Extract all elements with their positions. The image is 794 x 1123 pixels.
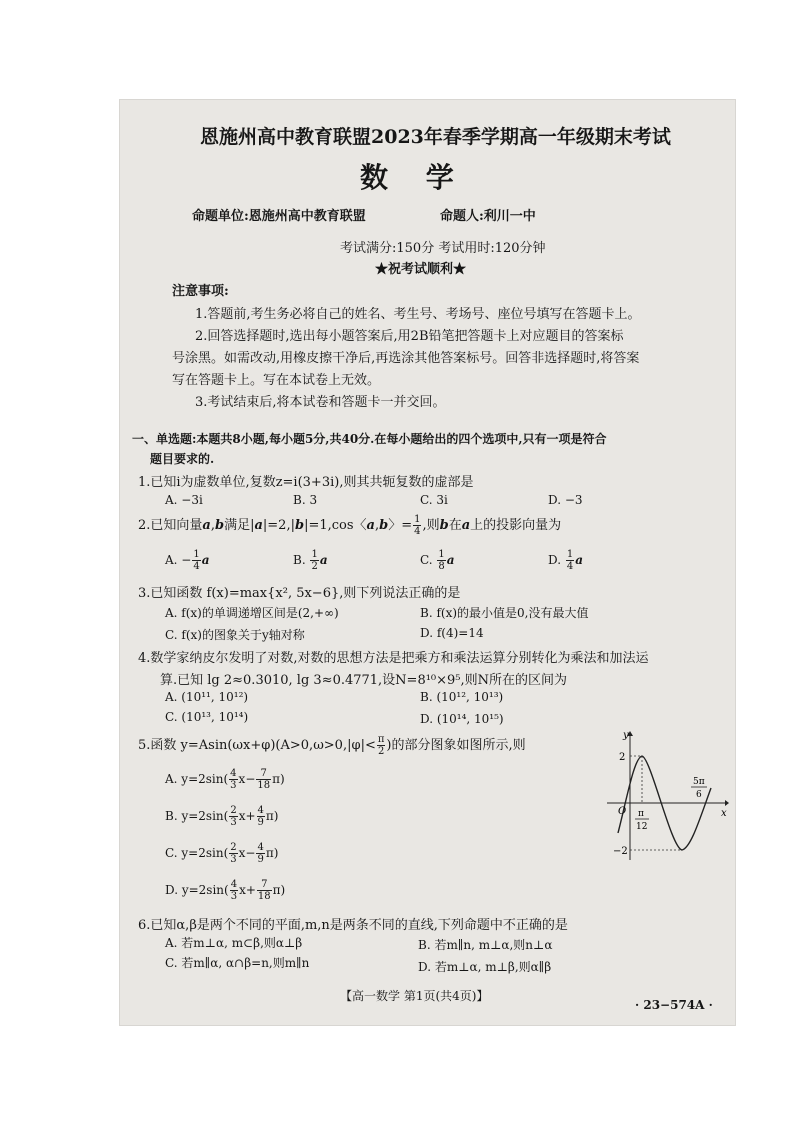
q5-option-a: A. y=2sin( $\frac{4}{3}$ x− $\frac{7}{18}$ π): [165, 768, 285, 791]
q3-option-d: D. f(4)=14: [420, 626, 484, 640]
q1-option-d: D. −3: [548, 493, 583, 507]
q2-option-d: D. $\frac{1}{4}$ a: [548, 549, 583, 572]
question-6-stem: 6.已知α,β是两个不同的平面,m,n是两条不同的直线,下列命题中不正确的是: [138, 918, 568, 933]
question-4-stem-cont: 算.已知 lg 2≈0.3010, lg 3≈0.4771,设N=8¹⁰×9⁵,则N所在的区间为: [160, 673, 568, 688]
subject-title: 数 学: [360, 161, 468, 194]
y-axis-label: y: [623, 730, 629, 741]
section-heading-cont: 题目要求的.: [150, 452, 215, 466]
tick2-num-label: 5π: [693, 777, 705, 787]
sine-graph-figure: [605, 728, 730, 863]
q2-option-a: A. − $\frac{1}{4}$ a: [165, 549, 210, 572]
q1-option-a: A. −3i: [165, 493, 203, 507]
exam-paper: [120, 100, 735, 1025]
q6-option-a: A. 若m⊥α, m⊂β,则α⊥β: [165, 936, 303, 950]
author-label: 命题人:利川一中: [440, 209, 536, 224]
tick1-den-label: 12: [636, 822, 648, 832]
q5-option-c: C. y=2sin( $\frac{2}{3}$ x− $\frac{4}{9}$ π): [165, 842, 279, 865]
q3-option-a: A. f(x)的单调递增区间是(2,+∞): [165, 606, 339, 620]
question-5-stem: 5.函数 y=Asin(ωx+φ)(A>0,ω>0,|φ|< $\frac{\pi}{2}$ )的部分图象如图所示,则: [138, 734, 526, 757]
q6-option-d: D. 若m⊥α, m⊥β,则α∥β: [418, 960, 552, 974]
q3-option-c: C. f(x)的图象关于y轴对称: [165, 628, 305, 642]
wish-text: ★祝考试顺利★: [375, 262, 467, 277]
exam-info: 考试满分:150分 考试用时:120分钟: [340, 241, 546, 256]
question-2-stem: 2.已知向量a,b满足|a|=2,|b|=1,cos〈a,b〉= $\frac{1}{4}$ ,则b在a上的投影向量为: [138, 514, 562, 537]
q4-option-b: B. (10¹², 10¹³): [420, 690, 504, 704]
page-footer: 【高一数学 第1页(共4页)】: [340, 989, 489, 1003]
q2-option-c: C. $\frac{1}{8}$ a: [420, 549, 455, 572]
note-item: 2.回答选择题时,选出每小题答案后,用2B铅笔把答题卡上对应题目的答案标: [195, 329, 624, 344]
note-item: 号涂黑。如需改动,用橡皮擦干净后,再选涂其他答案标号。回答非选择题时,将答案: [172, 351, 640, 366]
q4-option-c: C. (10¹³, 10¹⁴): [165, 710, 249, 724]
note-item: 写在答题卡上。写在本试卷上无效。: [172, 373, 381, 388]
q3-option-b: B. f(x)的最小值是0,没有最大值: [420, 606, 589, 620]
note-item: 1.答题前,考生务必将自己的姓名、考生号、考场号、座位号填写在答题卡上。: [195, 307, 641, 322]
question-4-stem: 4.数学家纳皮尔发明了对数,对数的思想方法是把乘方和乘法运算分别转化为乘法和加法运: [138, 651, 649, 666]
q2-option-b: B. $\frac{1}{2}$ a: [293, 549, 328, 572]
q6-option-b: B. 若m∥n, m⊥α,则n⊥α: [418, 938, 553, 952]
question-1-stem: 1.已知i为虚数单位,复数z=i(3+3i),则其共轭复数的虚部是: [138, 475, 474, 490]
tick1-num-label: π: [638, 809, 644, 819]
q4-option-a: A. (10¹¹, 10¹²): [165, 690, 249, 704]
q5-option-d: D. y=2sin( $\frac{4}{3}$ x+ $\frac{7}{18}$ π): [165, 879, 286, 902]
x-axis-arrow-icon: [725, 800, 729, 806]
min-label: −2: [613, 846, 628, 857]
paper-code: · 23−574A ·: [635, 998, 713, 1012]
unit-label: 命题单位:恩施州高中教育联盟: [192, 209, 366, 224]
q6-option-c: C. 若m∥α, α∩β=n,则m∥n: [165, 956, 310, 970]
exam-title: 恩施州高中教育联盟2023年春季学期高一年级期末考试: [200, 126, 671, 148]
max-label: 2: [619, 752, 626, 763]
origin-label: O: [618, 806, 627, 817]
notes-title: 注意事项:: [172, 284, 229, 299]
note-item: 3.考试结束后,将本试卷和答题卡一并交回。: [195, 395, 446, 410]
question-3-stem: 3.已知函数 f(x)=max{x², 5x−6},则下列说法正确的是: [138, 586, 461, 601]
tick2-den-label: 6: [696, 790, 702, 800]
q1-option-b: B. 3: [293, 493, 318, 507]
q5-option-b: B. y=2sin( $\frac{2}{3}$ x+ $\frac{4}{9}$ π): [165, 805, 279, 828]
section-heading: 一、单选题:本题共8小题,每小题5分,共40分.在每小题给出的四个选项中,只有一项是符合: [132, 432, 607, 446]
q1-option-c: C. 3i: [420, 493, 448, 507]
x-axis-label: x: [721, 808, 727, 819]
q4-option-d: D. (10¹⁴, 10¹⁵): [420, 712, 504, 726]
